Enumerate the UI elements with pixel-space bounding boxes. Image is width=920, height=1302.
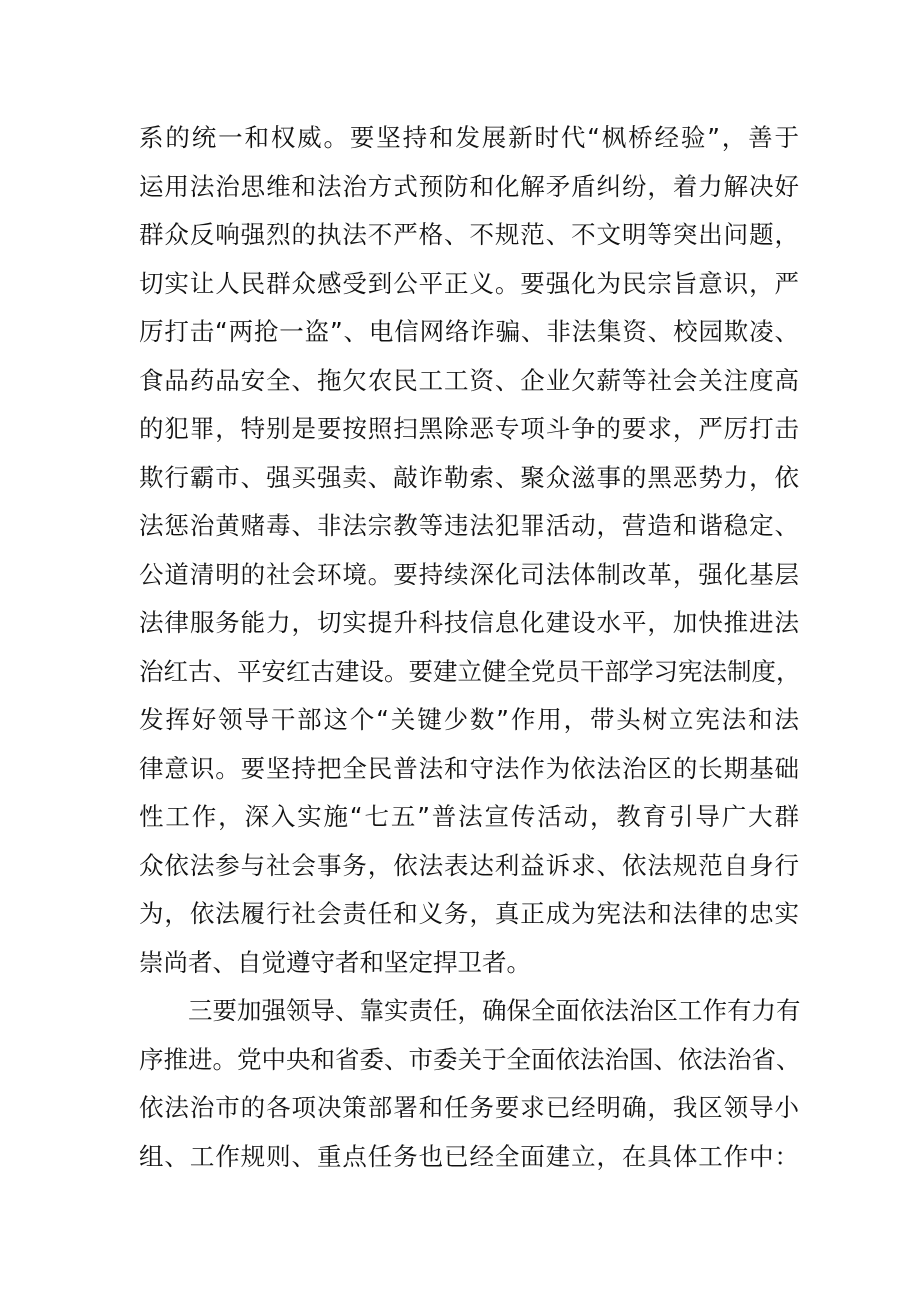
text-line: 崇尚者、自觉遵守者和坚定捍卫者。 bbox=[139, 947, 531, 977]
text-line: 公道清明的社会环境。要持续深化司法体制改革，强化基层 bbox=[139, 559, 799, 589]
text-line: 治红古、平安红古建设。要建立健全党员干部学习宪法制度， bbox=[139, 656, 801, 686]
paragraph-2 bbox=[139, 987, 799, 1181]
text-line: 组、工作规则、重点任务也已经全面建立，在具体工作中： bbox=[139, 1141, 799, 1171]
text-line: 性工作，深入实施“七五”普法宣传活动，教育引导广大群 bbox=[139, 802, 799, 831]
text-line: 法律服务能力，切实提升科技信息化建设水平，加快推进法 bbox=[139, 608, 799, 637]
text-line: 欺行霸市、强买强卖、敲诈勒索、聚众滋事的黑恶势力，依 bbox=[139, 462, 799, 492]
text-line: 众依法参与社会事务，依法表达利益诉求、依法规范自身行 bbox=[139, 850, 799, 880]
text-line: 序推进。党中央和省委、市委关于全面依法治国、依法治省、 bbox=[139, 1044, 801, 1074]
text-line: 厉打击“两抢一盗”、电信网络诈骗、非法集资、校园欺凌、 bbox=[139, 317, 799, 346]
text-line: 发挥好领导干部这个“关键少数”作用，带头树立宪法和法 bbox=[139, 705, 799, 734]
text-line: 系的统一和权威。要坚持和发展新时代“枫桥经验”，善于 bbox=[139, 123, 799, 152]
text-line: 切实让人民群众感受到公平正义。要强化为民宗旨意识，严 bbox=[139, 268, 799, 298]
paragraph-1 bbox=[139, 114, 799, 987]
body-text bbox=[139, 114, 799, 1181]
text-line: 运用法治思维和法治方式预防和化解矛盾纠纷，着力解决好 bbox=[139, 171, 799, 201]
text-line: 为，依法履行社会责任和义务，真正成为宪法和法律的忠实 bbox=[139, 899, 799, 928]
text-line: 的犯罪，特别是要按照扫黑除恶专项斗争的要求，严厉打击 bbox=[139, 414, 799, 443]
text-line: 三要加强领导、靠实责任，确保全面依法治区工作有力有 bbox=[188, 996, 801, 1025]
text-line: 律意识。要坚持把全民普法和守法作为依法治区的长期基础 bbox=[139, 753, 799, 783]
text-line: 食品药品安全、拖欠农民工工资、企业欠薪等社会关注度高 bbox=[139, 365, 799, 395]
text-line: 依法治市的各项决策部署和任务要求已经明确，我区领导小 bbox=[139, 1093, 799, 1122]
text-line: 群众反响强烈的执法不严格、不规范、不文明等突出问题， bbox=[139, 220, 799, 249]
text-line: 法惩治黄赌毒、非法宗教等违法犯罪活动，营造和谐稳定、 bbox=[139, 511, 799, 540]
